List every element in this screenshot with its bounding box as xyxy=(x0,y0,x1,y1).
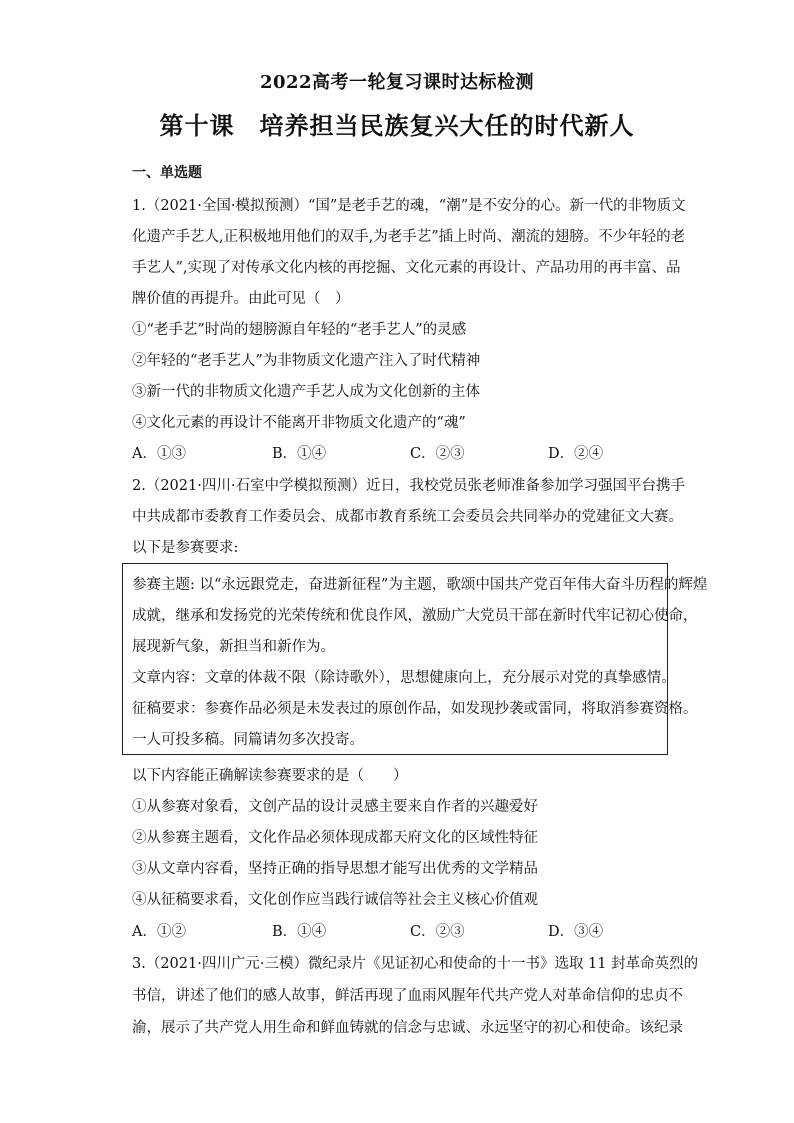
q3-stem-line: 书信，讲述了他们的感人故事，鲜活再现了血雨风腥年代共产党人对革命信仰的忠贞不 xyxy=(132,988,683,1004)
document-title: 2022高考一轮复习课时达标检测 xyxy=(259,72,535,93)
q2-statement: ①从参赛对象看，文创产品的设计灵感主要来自作者的兴趣爱好 xyxy=(132,799,538,815)
q2-options xyxy=(132,920,652,940)
q2-option-a[interactable]: A．①② xyxy=(132,924,186,940)
q2-statement: ④从征稿要求看，文化创作应当践行诚信等社会主义核心价值观 xyxy=(132,892,538,908)
q1-option-a[interactable]: A．①③ xyxy=(132,446,186,462)
q1-stem-line: 化遗产手艺人,正积极地用他们的双手,为老手艺”插上时尚、潮流的翅膀。不少年轻的老 xyxy=(132,229,686,245)
requirements-line: 成就，继承和发扬党的光荣传统和优良作风，激励广大党员干部在新时代牢记初心使命， xyxy=(132,608,698,624)
q1-statement: ①“老手艺”时尚的翅膀源自年轻的“老手艺人”的灵感 xyxy=(132,322,467,338)
section-heading: 一、单选题 xyxy=(132,165,202,181)
requirements-line: 展现新气象，新担当和新作为。 xyxy=(132,639,335,655)
requirements-line: 一人可投多稿。同篇请勿多次投寄。 xyxy=(132,732,364,748)
q2-stem-line: 中共成都市委教育工作委员会、成都市教育系统工会委员会共同举办的党建征文大赛。 xyxy=(132,509,683,525)
q2-option-b[interactable]: B．①④ xyxy=(272,924,327,940)
q1-statement: ③新一代的非物质文化遗产手艺人成为文化创新的主体 xyxy=(132,384,480,400)
q1-option-b[interactable]: B．①④ xyxy=(272,446,327,462)
q3-stem-line: 渝，展示了共产党人用生命和鲜血铸就的信念与忠诚、永远坚守的初心和使命。该纪录 xyxy=(132,1020,683,1036)
q2-statement: ②从参赛主题看，文化作品必须体现成都天府文化的区域性特征 xyxy=(132,830,538,846)
requirements-line: 参赛主题: 以“永远跟党走，奋进新征程”为主题，歌颂中国共产党百年伟大奋斗历程的辉煌 xyxy=(132,577,708,593)
q1-options xyxy=(132,442,652,462)
requirements-line: 征稿要求：参赛作品必须是未发表过的原创作品，如发现抄袭或雷同，将取消参赛资格。 xyxy=(132,701,698,717)
q1-stem-line: 手艺人”,实现了对传承文化内核的再挖掘、文化元素的再设计、产品功用的再丰富、品 xyxy=(132,260,681,276)
requirements-line: 文章内容：文章的体裁不限（除诗歌外），思想健康向上，充分展示对党的真挚感情。 xyxy=(132,670,676,686)
q1-option-d[interactable]: D．②④ xyxy=(548,446,604,462)
q1-option-c[interactable]: C．②③ xyxy=(410,446,465,462)
q2-prompt: 以下内容能正确解读参赛要求的是（ ） xyxy=(132,768,408,784)
q3-stem-line: 3.（2021·四川广元·三模）微纪录片《见证初心和使命的十一书》选取 11 封革命英烈的 xyxy=(132,956,699,972)
q2-option-c[interactable]: C．②③ xyxy=(410,924,465,940)
q2-option-d[interactable]: D．③④ xyxy=(548,924,604,940)
lesson-title: 第十课 培养担当民族复兴大任的时代新人 xyxy=(159,111,635,140)
q2-stem-line: 2.（2021·四川·石室中学模拟预测）近日，我校党员张老师准备参加学习强国平台携手 xyxy=(132,478,685,494)
q1-stem-line: 牌价值的再提升。由此可见（ ） xyxy=(132,291,350,307)
q2-stem-line: 以下是参赛要求: xyxy=(132,540,239,556)
q1-statement: ④文化元素的再设计不能离开非物质文化遗产的“魂” xyxy=(132,415,466,431)
q1-statement: ②年轻的“老手艺人”为非物质文化遗产注入了时代精神 xyxy=(132,353,481,369)
q2-statement: ③从文章内容看，坚持正确的指导思想才能写出优秀的文学精品 xyxy=(132,861,538,877)
q1-stem-line: 1.（2021·全国·模拟预测）“国”是老手艺的魂，“潮”是不安分的心。新一代的非物质文 xyxy=(132,198,686,214)
